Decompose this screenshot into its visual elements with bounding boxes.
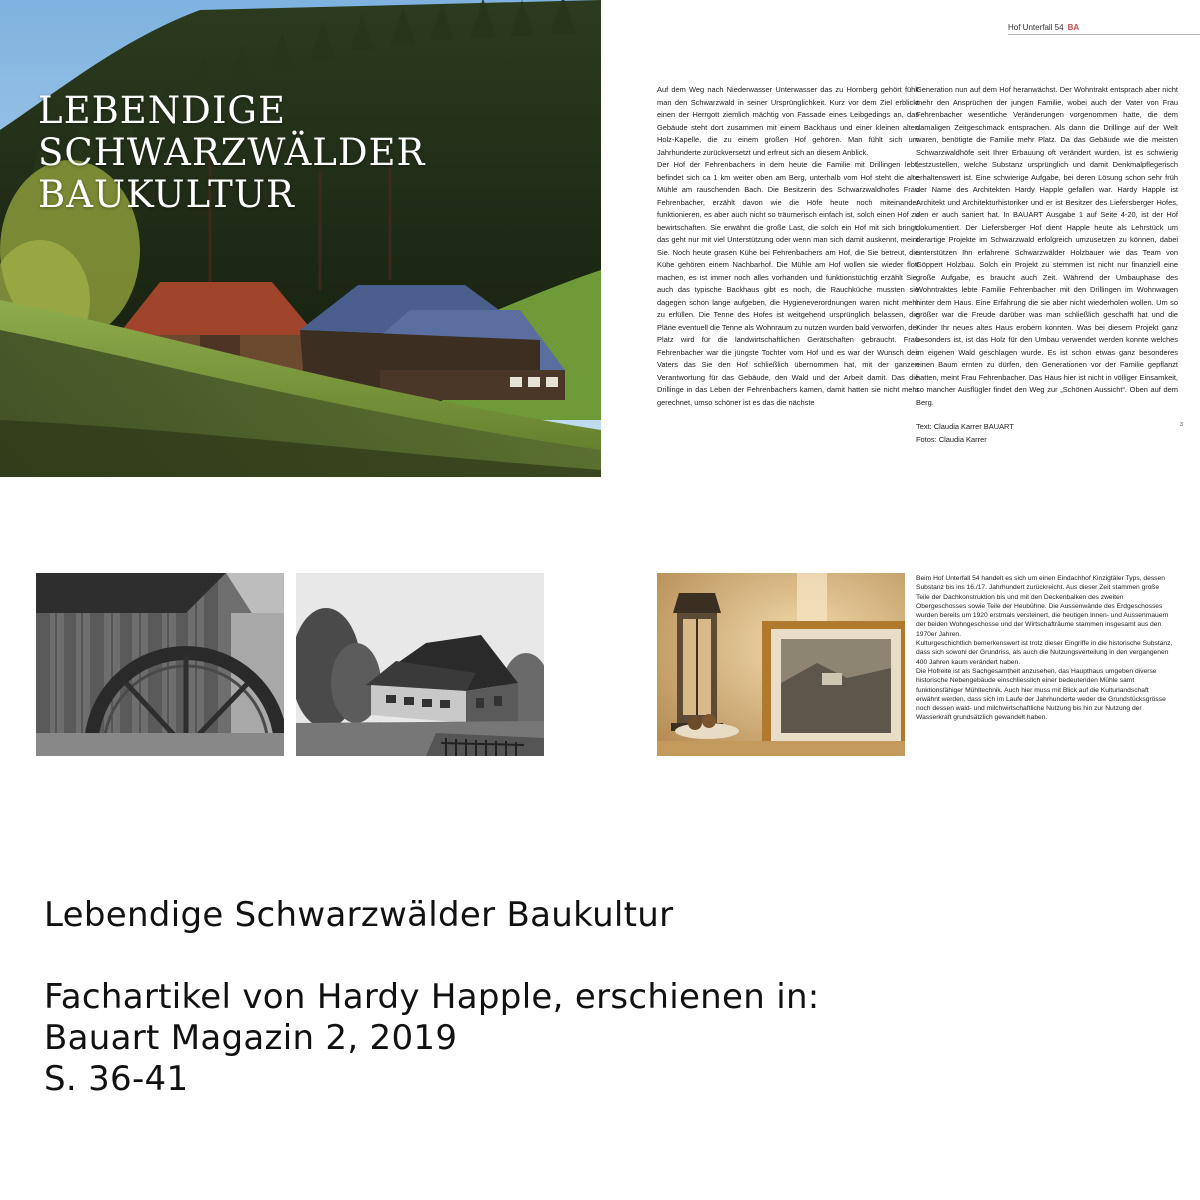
magazine-mark: BA — [1067, 23, 1080, 32]
info-paragraph: Beim Hof Unterfall 54 handelt es sich um einen Eindachhof Kinzigtäler Typs, dessen Substanz bis ins 16./17. Jahrhundert zurückreicht. Aus dieser Zeit stammen große Teile der Dachkonstruktion bis und mit den Deckenbalken des zweiten Obergeschosses sowie Teile der Heubühne. Die Aussenwände des Erdgeschosses wurden bereits um 1920 erstmals versteinert, die heutigen Innen- und Aussenmauern der beiden Wohngeschosse und der Wirtschafträume stammen insgesamt aus den 1970er Jahren. — [916, 575, 1169, 638]
running-head — [1008, 23, 1200, 35]
hero-title-line: SCHWARZWÄLDER — [38, 131, 426, 174]
caption-pages: S. 36-41 — [44, 1059, 189, 1099]
article-paragraph: Auf dem Weg nach Niederwasser Unterwasser das zu Hornberg gehört fühlt man den Schwarzwald in seiner Ursprünglichkeit. Kurz vor dem Ziel erblickt einen der Herrgott ziemlich mächtig von Fassade eines Leibgedings an, das Gebäude steht dort zusammen mit einem Backhaus und einer kleinen alten Holz-Kapelle, die zu einem großen Hof gehören. Man fühlt sich um Jahrhunderte zurückversetzt und erfreut sich an diesem Anblick. — [657, 85, 919, 157]
photo-credit: Fotos: Claudia Karrer — [916, 434, 987, 444]
page-number: 3 — [1180, 422, 1183, 428]
water-wheel-photo — [36, 573, 284, 756]
info-paragraph: Kulturgeschichtlich bemerkenswert ist trotz dieser Eingriffe in die historische Substanz, dass sich sowohl der Grundriss, als auch die Nutzungsverteilung in den vergangenen 400 Jahren kaum verändert haben. — [916, 640, 1173, 666]
hero-title — [38, 90, 425, 216]
hero-landscape-image — [0, 0, 601, 477]
article-column-1 — [657, 84, 919, 409]
info-box-text — [916, 574, 1174, 723]
interior-lantern-photo — [657, 573, 905, 756]
caption-block — [44, 895, 820, 1100]
info-paragraph: Die Hofreite ist als Sachgesamtheit anzusehen, das Haupthaus umgeben diverse historische Nebengebäude einschliesslich einer bedeutenden Mühle samt funktionsfähiger Mühltechnik. Auch hier muss mit Blick auf die Kulturlandschaft erwähnt werden, dass sich im Laufe der Jahrhunderte weder die Grundstücksgrösse noch dessen wald- und milchwirtschaftliche Nutzung bis hin zur Nutzung der Wasserkraft grundsätzlich gewandelt haben. — [916, 667, 1166, 722]
running-head-text: Hof Unterfall 54 — [1008, 23, 1064, 32]
farmhouse-bw-photo — [296, 573, 544, 756]
article-column-2 — [916, 84, 1178, 446]
article-credits — [916, 421, 1178, 446]
article-paragraph: Der Hof der Fehrenbachers in dem heute die Familie mit Drillingen lebt, befindet sich ca 1 km weiter oben am Berg, unterhalb vom Hof steht die alte Mühle am rauschenden Bach. Die Besitzerin des Schwarzwaldhofes Frau Fehrenbacher, erzählt davon wie die Höfe heute noch miteinander funktionieren, es aber auch nicht so träumerisch einfach ist, solch einen Hof zu bewirtschaften. Sie erwähnt die große Last, die solch ein Hof mit sich bringt, das geht nur mit viel Unterstützung oder wenn man sich damit auskennt, meint Sie. Noch heute grasen Kühe bei Fehrenbachers am Hof, die Sie betreut, die Kühe gehören einem Nachbarhof. Die Mühle am Hof wollen sie wieder flott machen, es ist immer noch alles vorhanden und funktionstüchtig erzählt Sie, auch das typische Backhaus gibt es noch, die Rauchküche mussten sie dagegen schon lange aufgeben, die Hygieneverordnungen waren nicht mehr zu erfüllen. Die Tenne des Hofes ist weitgehend ursprünglich belassen, die Pläne eventuell die Tenne als Wohnraum zu nutzen wurden bald verworfen, der Platz wird für die landwirtschaftlichen Gerätschaften gebraucht. Frau Fehrenbacher war die jüngste Tochter vom Hof und es war der Wunsch des Vaters das Sie den Hof schließlich übernommen hat, mit der ganzen Verantwortung für das Gebäude, den Wald und der Arbeit damit. Das die Drillinge in das Leben der Fehrenbachers kamen, damit hatten sie nicht mehr gerechnet, umso schöner ist es das die nächste — [657, 160, 919, 407]
article-paragraph: Generation nun auf dem Hof heranwächst. Der Wohntrakt entsprach aber nicht mehr den Ansprüchen der jungen Familie, wobei auch der Vater von Frau Fehrenbacher wesentliche Veränderungen vorgenommen hatte, die dem damaligen Zeitgeschmack entsprachen. Als dann die Drillinge auf der Welt waren, benötigte die Familie mehr Platz. Da das Gebäude wie die meisten Schwarzwaldhöfe seit Ihrer Erbauung oft verändert wurden, ist es schwierig festzustellen, welche Substanz ursprünglich und damit Denkmalpflegerisch erhaltenswert ist. Eine schwierige Aufgabe, bei deren Lösung schon sehr früh der Name des Architekten Hardy Happle gefallen war. Hardy Happle ist Architekt und Architekturhistoriker und er ist Besitzer des Liefersberger Hofes, den er auch saniert hat. In BAUART Ausgabe 1 auf Seite 4-20, ist der Hof dokumentiert. Der Liefersberger Hof dient Happle heute als Lehrstück um derartige Projekte im Schwarzwald erfolgreich umzusetzen zu können, dabei unterstützen Ihn erfahrene Schwarzwälder Holzbauer wie das Team von Göppert Holzbau. Solch ein Projekt zu stemmen ist nicht nur finanziell eine große Aufgabe, es braucht auch Zeit. Während der Umbauphase des Wohntraktes lebte Familie Fehrenbacher mit den Drillingen im Wohnwagen hinter dem Haus. Eine Erfahrung die sie aber nicht wiederholen wollen. Um so größer war die Freude darüber was man schließlich geschafft hat und die Kinder Ihr neues altes Haus erobern konnten. Was bei diesem Projekt ganz besonders ist, ist das Holz für den Umbau verwendet werden konnte welches im eigenen Wald geschlagen wurde. Es ist schon etwas ganz besonderes einen Baum ernten zu dürfen, den Generationen vor der Familie gepflanzt hatten, meint Frau Fehrenbacher. Das Haus hier ist nicht in völliger Einsamkeit, so mancher Ausflügler findet den Weg zur „Schönen Aussicht“. Oben auf dem Berg. — [916, 85, 1178, 407]
caption-source: Fachartikel von Hardy Happle, erschienen in: — [44, 977, 820, 1017]
hero-title-line: BAUKULTUR — [38, 173, 295, 216]
caption-publication: Bauart Magazin 2, 2019 — [44, 1018, 458, 1058]
caption-title: Lebendige Schwarzwälder Baukultur — [44, 895, 674, 935]
text-credit: Text: Claudia Karrer BAUART — [916, 422, 1014, 431]
hero-title-line: LEBENDIGE — [38, 89, 287, 132]
caption-spacer — [44, 936, 820, 977]
hero-photo — [0, 0, 601, 477]
